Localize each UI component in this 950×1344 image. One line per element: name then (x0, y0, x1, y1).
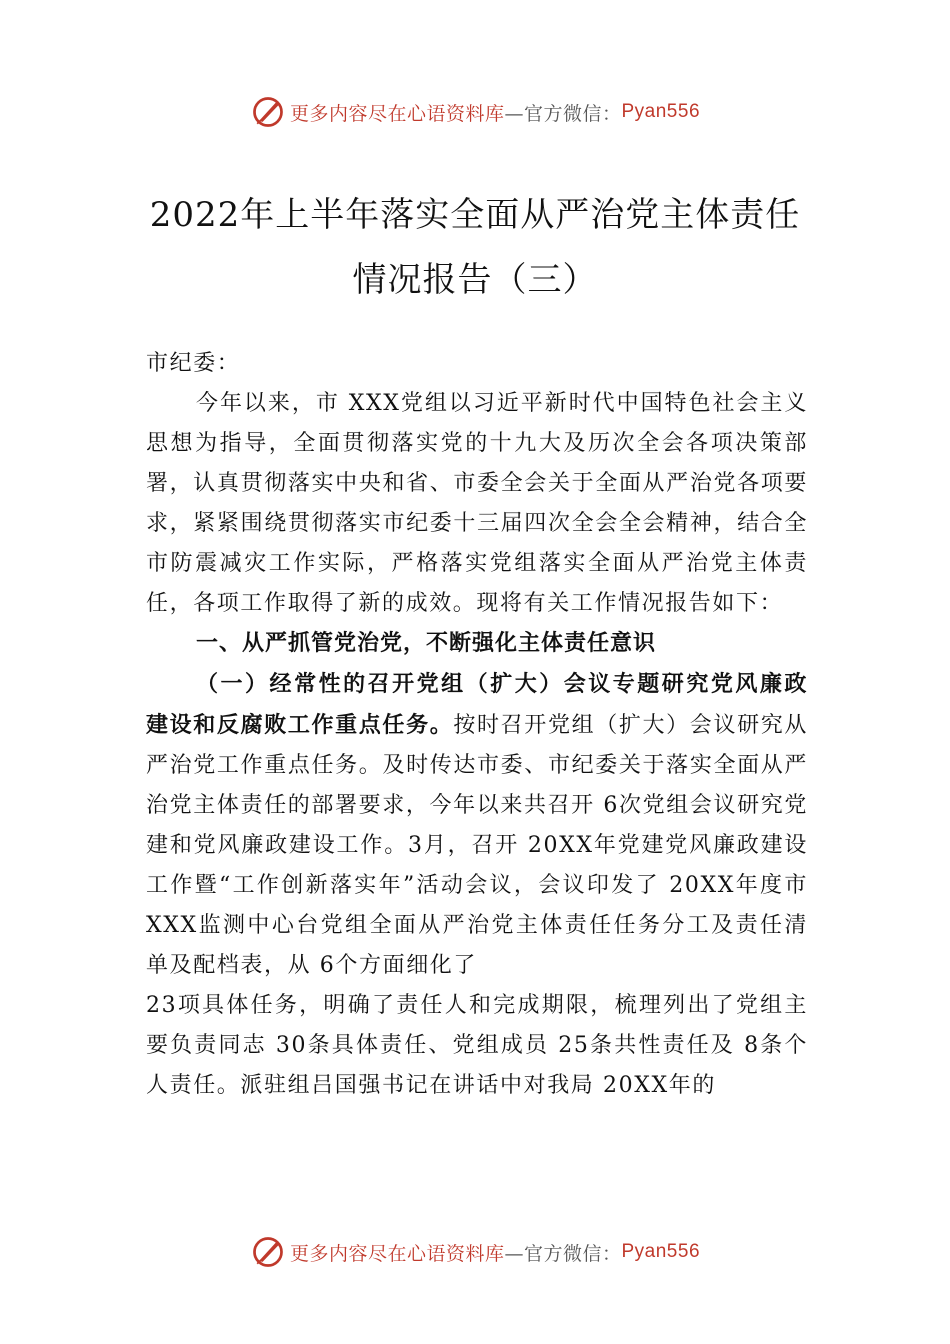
intro-paragraph: 今年以来，市 XXX党组以习近平新时代中国特色社会主义思想为指导，全面贯彻落实党的十九大及历次全会各项决策部署，认真贯彻落实中央和省、市委全会关于全面从严治党各项要求，紧紧围绕贯彻落实市纪委十三届四次全会全会精神，结合全市防震减灾工作实际，严格落实党组落实全面从严治党主体责任，各项工作取得了新的成效。现将有关工作情况报告如下： (146, 391, 808, 616)
banner-grey-text: —官方微信： (504, 1242, 622, 1265)
document-body (146, 344, 808, 1106)
document-title-line1: 2022年上半年落实全面从严治党主体责任 (149, 195, 801, 235)
subsection-paragraph-1 (146, 664, 808, 986)
banner-wechat-id: Pyan556 (621, 1241, 701, 1262)
banner-grey-text: —官方微信： (504, 102, 622, 125)
continuation-paragraph: 23项具体任务，明确了责任人和完成期限，梳理列出了党组主要负责同志 30条具体责任、党组成员 25条共性责任及 8条个人责任。派驻组吕国强书记在讲话中对我局 20XX年的 (146, 993, 808, 1098)
salutation: 市纪委： (146, 351, 241, 376)
banner-red-text: 更多内容尽在心语资料库 (289, 1242, 505, 1265)
subsection-title-1: （一）经常性的召开党组（扩大）会议专题研究党风廉政建设和反腐败工作重点任务。 (146, 671, 808, 738)
document-title-line2: 情况报告（三） (352, 260, 598, 300)
banner-red-text: 更多内容尽在心语资料库 (289, 102, 505, 125)
quill-logo-icon (250, 94, 286, 130)
banner-wechat-id: Pyan556 (621, 101, 701, 122)
subsection-body-1: 按时召开党组（扩大）会议研究从严治党工作重点任务。及时传达市委、市纪委关于落实全面从严治党主体责任的部署要求，今年以来共召开 6次党组会议研究党建和党风廉政建设工作。3月，召开 20XX年党建党风廉政建设工作暨“工作创新落实年”活动会议，会议印发了 20XX年度市 XXX监测中心台党组全面从严治党主体责任任务分工及责任清单及配档表，从 6个方面细化了 (146, 713, 808, 978)
section-heading-1: 一、从严抓管党治党，不断强化主体责任意识 (196, 631, 657, 656)
quill-logo-icon (250, 1234, 286, 1270)
header-watermark-banner (0, 92, 950, 132)
footer-watermark-banner (0, 1232, 950, 1272)
